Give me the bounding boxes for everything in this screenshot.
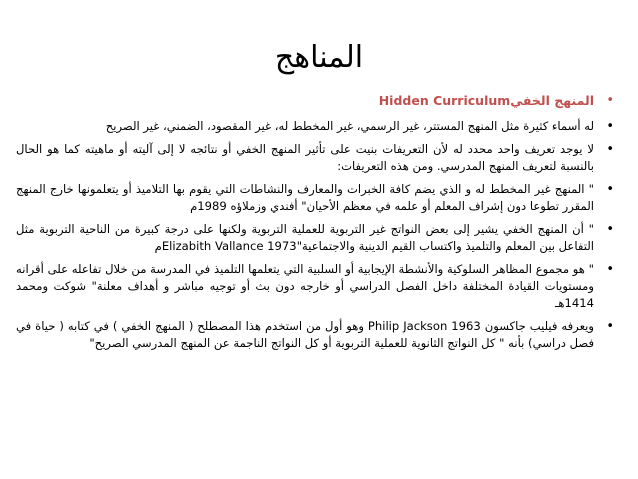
bullet-item-definition-3 (16, 261, 616, 312)
slide-title: المناهج (274, 40, 364, 75)
jackson-prefix: ويعرفه فيليب جاكسون (484, 319, 594, 333)
bullet-icon: • (606, 182, 614, 197)
bullet-icon: • (606, 222, 614, 237)
bullet-text: له أسماء كثيرة مثل المنهج المستتر، غير الرسمي، غير المخطط له، غير المقصود، الضمني، غير الصريح (105, 119, 594, 133)
bullet-item-names (16, 118, 616, 135)
bullet-item-definition-1 (16, 181, 616, 215)
bullet-item-heading (16, 92, 616, 110)
bullet-text: " هو مجموع المظاهر السلوكية والأنشطة الإيجابية أو السلبية التي يتعلمها التلميذ في المدرسة من خلال تفاعله على أقرانه ومستويات القيادة المختلفة داخل الفصل الدراسي أو خارجه دون بث أو توجيه مباشر و أهداف معلنة" شوكت ومحمد 1414هـ (16, 262, 594, 310)
bullet-icon: • (606, 319, 614, 334)
citation-english: Elizabith Vallance 1973 (161, 239, 297, 253)
bullet-icon: • (606, 262, 614, 277)
bullet-item-definition-note (16, 141, 616, 175)
bullet-text: " أن المنهج الخفي يشير إلى بعض النواتج غير التربوية للعملية التربوية ولكنها على درجة كبيرة من الناحية التربوية مثل التفاعل بين المعلم والتلميذ واكتساب القيم الدينية والاجتماعية" (16, 222, 594, 253)
bullet-item-definition-2 (16, 221, 616, 255)
heading-english: Hidden Curriculum (378, 93, 511, 108)
bullet-item-jackson (16, 318, 616, 352)
bullet-text: لا يوجد تعريف واحد محدد له لأن التعريفات بنيت على تأثير المنهج الخفي أو نتائجه لا إلى آليته أو ماهيته كما هو الحال بالنسبة لتعريف المنهج المدرسي. ومن هذه التعريفات: (16, 142, 594, 173)
bullet-list (16, 92, 616, 358)
citation-suffix: م (154, 239, 162, 253)
bullet-icon: • (606, 93, 614, 108)
bullet-text: وهو أول من استخدم هذا المصطلح ( المنهج الخفي ) في كتابه ( حياة في فصل دراسي) بأنه " كل النواتج الثانوية للعملية التربوية أو كل النواتج الناجمة عن المنهج المدرسي الصريح" (16, 319, 594, 350)
bullet-icon: • (606, 119, 614, 134)
bullet-text: " المنهج غير المخطط له و الذي يضم كافة الخبرات والمعارف والنشاطات التي يقوم بها التلاميذ أو يتعلمونها خارج المنهج المقرر تطوعا دون إشراف المعلم أو علمه في معظم الأحيان" أفندي وزملاؤه 1989م (16, 182, 594, 213)
heading-arabic: المنهج الخفي (510, 93, 594, 108)
jackson-name-english: Philip Jackson 1963 (367, 319, 481, 333)
bullet-icon: • (606, 142, 614, 157)
